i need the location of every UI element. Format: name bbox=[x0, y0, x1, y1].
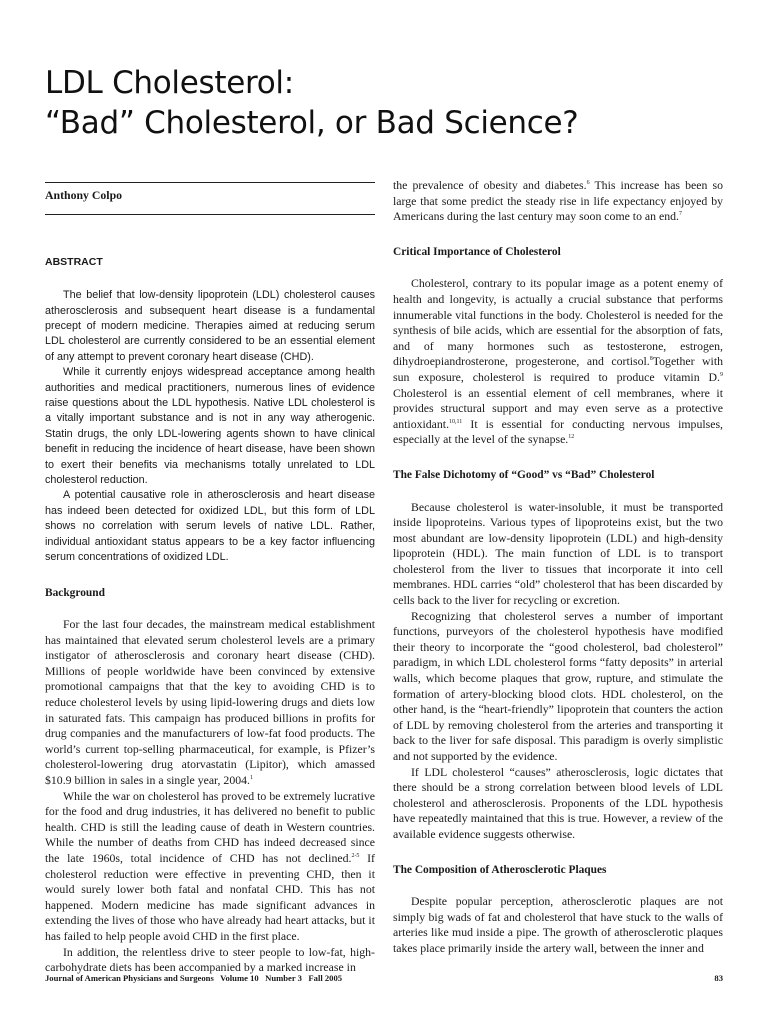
citation-ref: 9 bbox=[720, 371, 723, 378]
abstract-paragraph: The belief that low-density lipoprotein (LDL) cholesterol causes atherosclerosis and subsequent heart disease is a fundamental precept of modern medicine. Therapies aimed at reducing serum LDL cholesterol are currently considered to be an essential element of any attempt to prevent coronary heart disease (CHD). bbox=[45, 289, 375, 363]
paragraph-text: This increase has been so large that some predict the steady rise in life expectancy enjoyed by Americans during the last century may soon come to an end. bbox=[393, 178, 723, 224]
left-column bbox=[45, 178, 375, 976]
right-column bbox=[393, 178, 723, 957]
section-heading-critical-importance: Critical Importance of Cholesterol bbox=[393, 245, 561, 258]
journal-citation: Journal of American Physicians and Surgeons Volume 10 Number 3 Fall 2005 bbox=[45, 973, 343, 983]
page-number: 83 bbox=[714, 973, 723, 983]
citation-ref: 7 bbox=[679, 211, 682, 218]
citation-ref: 8 bbox=[649, 356, 653, 363]
paragraph-text: It is essential for conducting nervous impulses, especially at the level of the synapse. bbox=[393, 416, 723, 447]
paragraph-text: the prevalence of obesity and diabetes. bbox=[393, 178, 587, 192]
section-heading-background: Background bbox=[45, 586, 105, 599]
abstract-paragraph: While it currently enjoys widespread acceptance among health authorities and medical practitioners, numerous lines of evidence raise questions about the LDL hypothesis. Native LDL cholesterol is a vitally important substance and is not in any way atherogenic. Statin drugs, the only LDL-lowering agents shown to have clinical benefit in reducing the incidence of heart disease, have been shown to exert their benefits via mechanisms totally unrelated to LDL cholesterol reduction. bbox=[45, 366, 375, 487]
title-line-2: “Bad” Cholesterol, or Bad Science? bbox=[45, 105, 579, 141]
paragraph-text: Cholesterol is an essential element of cell membranes, where it provides structural support and may even serve as a protective antioxidant. bbox=[393, 385, 723, 431]
abstract-paragraph: A potential causative role in atherosclerosis and heart disease has indeed been detected for oxidized LDL, but this form of LDL shows no correlation with serum levels of native LDL. Rather, individual antioxidant status appears to be a key factor influencing serum concentrations of oxidized LDL. bbox=[45, 489, 375, 564]
article-title bbox=[45, 63, 735, 143]
body-paragraph-continued bbox=[393, 178, 723, 225]
paragraph-text: For the last four decades, the mainstream medical establishment has maintained that elevated serum cholesterol levels are a primary instigator of atherosclerosis and coronary heart disease (CHD). Millions of people worldwide have been convinced by extensive promotional campaigns that that the key to avoiding CHD is to reduce cholesterol levels by using lipid-lowering drugs and diets low in saturated fats. This campaign has produced billions in profits for drug companies and the manufacturers of low-fat food products. The world’s current top-selling pharmaceutical, for example, is Pfizer’s cholesterol-lowering drug atorvastatin (Lipitor), which amassed $10.9 billion in sales in a single year, 2004. bbox=[45, 617, 375, 788]
abstract-heading: ABSTRACT bbox=[45, 255, 103, 268]
body-paragraph: Recognizing that cholesterol serves a number of important functions, purveyors of the cholesterol hypothesis have modified their theory to incorporate the “good cholesterol, bad cholesterol” paradigm, in which LDL cholesterol forms “fatty deposits” in arterial walls, which become plaques that grow, rupture, and stimulate the formation of artery-blocking blood clots. HDL cholesterol, on the other hand, is the “heart-friendly” lipoprotein that counters the action of LDL by removing cholesterol from the arteries and transporting it back to the liver for safe disposal. This paradigm is overly simplistic and not supported by the evidence. bbox=[393, 608, 723, 763]
citation-ref: 1 bbox=[249, 775, 253, 782]
body-paragraph: Despite popular perception, atherosclerotic plaques are not simply big wads of fat and cholesterol that have stuck to the walls of arteries like mud inside a pipe. The growth of atherosclerotic plaques takes place primarily inside the artery wall, between the inner and bbox=[393, 894, 723, 955]
section-heading-composition: The Composition of Atherosclerotic Plaques bbox=[393, 863, 607, 876]
body-paragraph bbox=[45, 789, 375, 945]
body-paragraph bbox=[45, 617, 375, 789]
citation-ref: 2-5 bbox=[351, 853, 360, 859]
body-paragraph bbox=[393, 276, 723, 448]
paragraph-text: Cholesterol, contrary to its popular image as a potent enemy of health and longevity, is actually a crucial substance that performs innumerable vital functions in the body. Cholesterol is needed for the synthesis of bile acids, which are essential for the absorption of fats, and of many hormones such as testosterone, estrogen, dihydroepiandrosterone, progesterone, and cortisol. bbox=[393, 276, 723, 369]
body-paragraph: In addition, the relentless drive to steer people to low-fat, high-carbohydrate diets has been accompanied by a marked increase in bbox=[45, 944, 375, 975]
body-paragraph: If LDL cholesterol “causes” atherosclerosis, logic dictates that there should be a strong correlation between blood levels of LDL cholesterol and atherosclerosis. Proponents of the LDL hypothesis have repeatedly maintained that this is true. However, a review of the available evidence suggests otherwise. bbox=[393, 764, 723, 841]
section-heading-false-dichotomy: The False Dichotomy of “Good” vs “Bad” Cholesterol bbox=[393, 468, 655, 481]
body-paragraph: Because cholesterol is water-insoluble, it must be transported inside lipoproteins. Various types of lipoproteins exist, but the two most abundant are low-density lipoprotein (LDL) and high-density lipoprotein (HDL). The main function of LDL is to transport cholesterol from the liver to tissues that incorporate it into cell membranes. HDL carries “old” cholesterol that has been discarded by cells back to the liver for recycling or excretion. bbox=[393, 499, 723, 608]
citation-ref: 12 bbox=[568, 434, 575, 441]
author-name: Anthony Colpo bbox=[45, 188, 375, 215]
paragraph-text: Together with sun exposure, cholesterol is required to produce vitamin D. bbox=[393, 354, 724, 384]
citation-ref: 10,11 bbox=[449, 418, 463, 425]
paragraph-text: While the war on cholesterol has proved to be extremely lucrative for the food and drug industries, it has delivered no benefit to public health. CHD is still the leading cause of death in Western countries. While the number of deaths from CHD has indeed decreased since the late 1960s, total incidence of CHD has not declined. bbox=[45, 788, 375, 865]
citation-ref: 6 bbox=[586, 180, 590, 186]
paragraph-text: If cholesterol reduction were effective in preventing CHD, then it would surely lower both fatal and nonfatal CHD. This has not happened. Modern medicine has made significant advances in extending the lives of those who have already had heart attacks, but it has failed to help people avoid CHD in the first place. bbox=[45, 851, 375, 943]
abstract bbox=[45, 288, 375, 565]
title-line-1: LDL Cholesterol: bbox=[45, 65, 294, 101]
author-top-rule bbox=[45, 182, 375, 183]
